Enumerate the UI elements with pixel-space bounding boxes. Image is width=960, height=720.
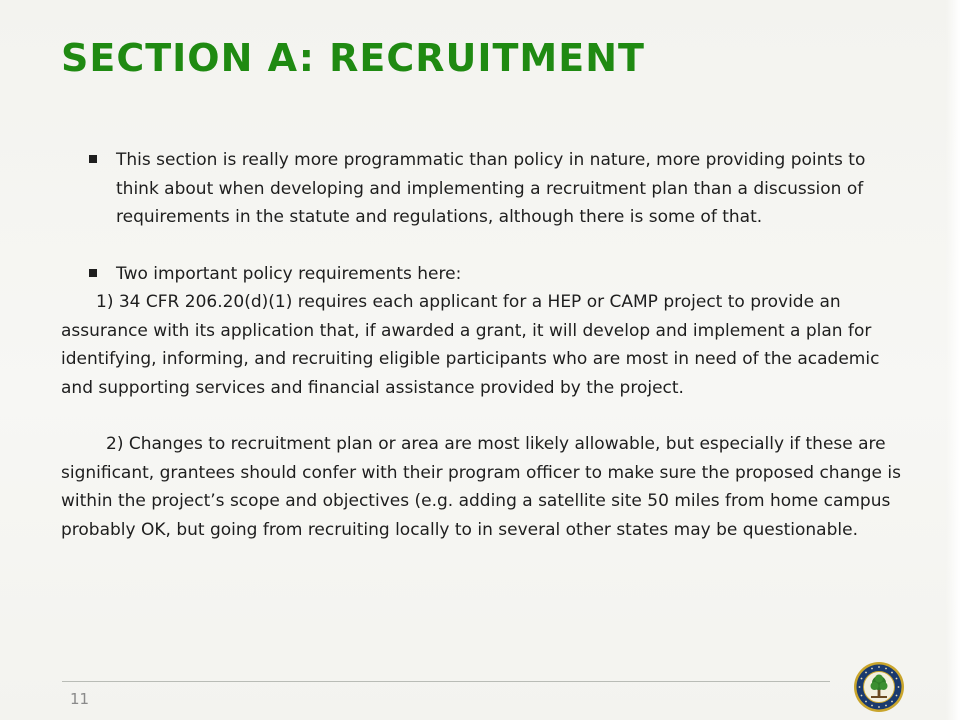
- requirement-paragraph: 2) Changes to recruitment plan or area are most likely allowable, but especially if these are significant, grantees should confer with their program officer to make sure the proposed change is within the project’s scope and objectives (e.g. adding a satellite site 50 miles from home campus probably OK, but going from recruiting locally to in several other states may be questionable.: [61, 434, 901, 540]
- bullet-text: This section is really more programmatic than policy in nature, more providing points to think about when developing and implementing a recruitment plan than a discussion of requirements in the statute and regulations, although there is some of that.: [116, 150, 866, 227]
- page-number: 11: [70, 690, 90, 708]
- department-seal-icon: [853, 661, 905, 713]
- footer-divider: [62, 681, 830, 682]
- bullet-item: [61, 260, 906, 289]
- slide-title: SECTION A: RECRUITMENT: [61, 36, 645, 80]
- spacer: [61, 232, 906, 260]
- slide-edge-highlight: [946, 0, 960, 720]
- slide-body: [61, 146, 906, 544]
- requirement-paragraph: 1) 34 CFR 206.20(d)(1) requires each applicant for a HEP or CAMP project to provide an assurance with its application that, if awarded a grant, it will develop and implement a plan for identifying, informing, and recruiting eligible participants who are most in need of the academic and supporting services and financial assistance provided by the project.: [61, 292, 880, 398]
- spacer: [61, 402, 906, 430]
- bullet-item: [61, 146, 906, 232]
- square-bullet-icon: [89, 269, 97, 277]
- bullet-text: Two important policy requirements here:: [116, 263, 462, 284]
- square-bullet-icon: [89, 155, 97, 163]
